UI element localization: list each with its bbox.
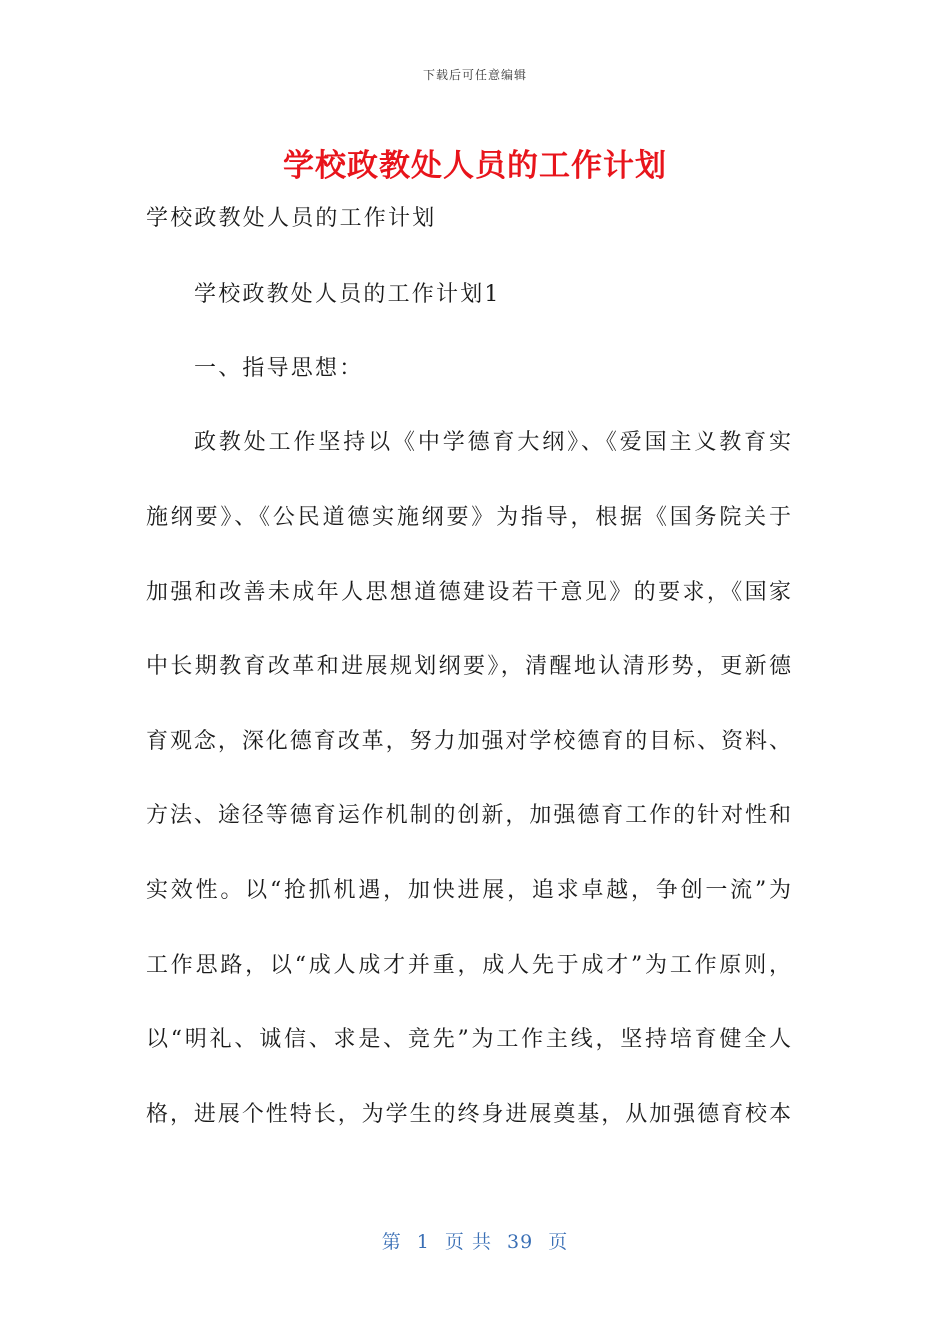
footer-suffix: 页 (548, 1231, 569, 1253)
paragraph-line: 方法、途径等德育运作机制的创新，加强德育工作的针对性和 (146, 803, 791, 828)
document-subtitle: 学校政教处人员的工作计划 (146, 206, 437, 231)
footer-page-number: 1 (416, 1231, 430, 1253)
section-title: 学校政教处人员的工作计划1 (194, 282, 501, 307)
paragraph-line: 育观念，深化德育改革，努力加强对学校德育的目标、资料、 (146, 729, 791, 754)
footer-prefix: 第 (381, 1231, 402, 1253)
paragraph-line: 以“明礼、诚信、求是、竞先”为工作主线，坚持培育健全人 (146, 1027, 791, 1052)
footer-middle: 页 共 (444, 1231, 492, 1253)
paragraph-line: 施纲要》、《公民道德实施纲要》为指导，根据《国务院关于 (146, 505, 791, 530)
paragraph-line: 格，进展个性特长，为学生的终身进展奠基，从加强德育校本 (146, 1102, 791, 1127)
header-note: 下载后可任意编辑 (422, 68, 527, 82)
footer-total-pages: 39 (507, 1231, 534, 1253)
paragraph-line: 加强和改善未成年人思想道德建设若干意见》的要求，《国家 (146, 580, 791, 605)
paragraph-line: 实效性。以“抢抓机遇，加快进展，追求卓越，争创一流”为 (146, 878, 791, 903)
paragraph-line: 中长期教育改革和进展规划纲要》，清醒地认清形势，更新德 (146, 654, 791, 679)
document-title: 学校政教处人员的工作计划 (283, 148, 667, 184)
paragraph-line: 工作思路，以“成人成才并重，成人先于成才”为工作原则， (146, 953, 791, 978)
heading-guiding-ideology: 一、指导思想： (194, 356, 364, 381)
paragraph-line: 政教处工作坚持以《中学德育大纲》、《爱国主义教育实 (194, 430, 791, 455)
page-footer (0, 1227, 950, 1254)
